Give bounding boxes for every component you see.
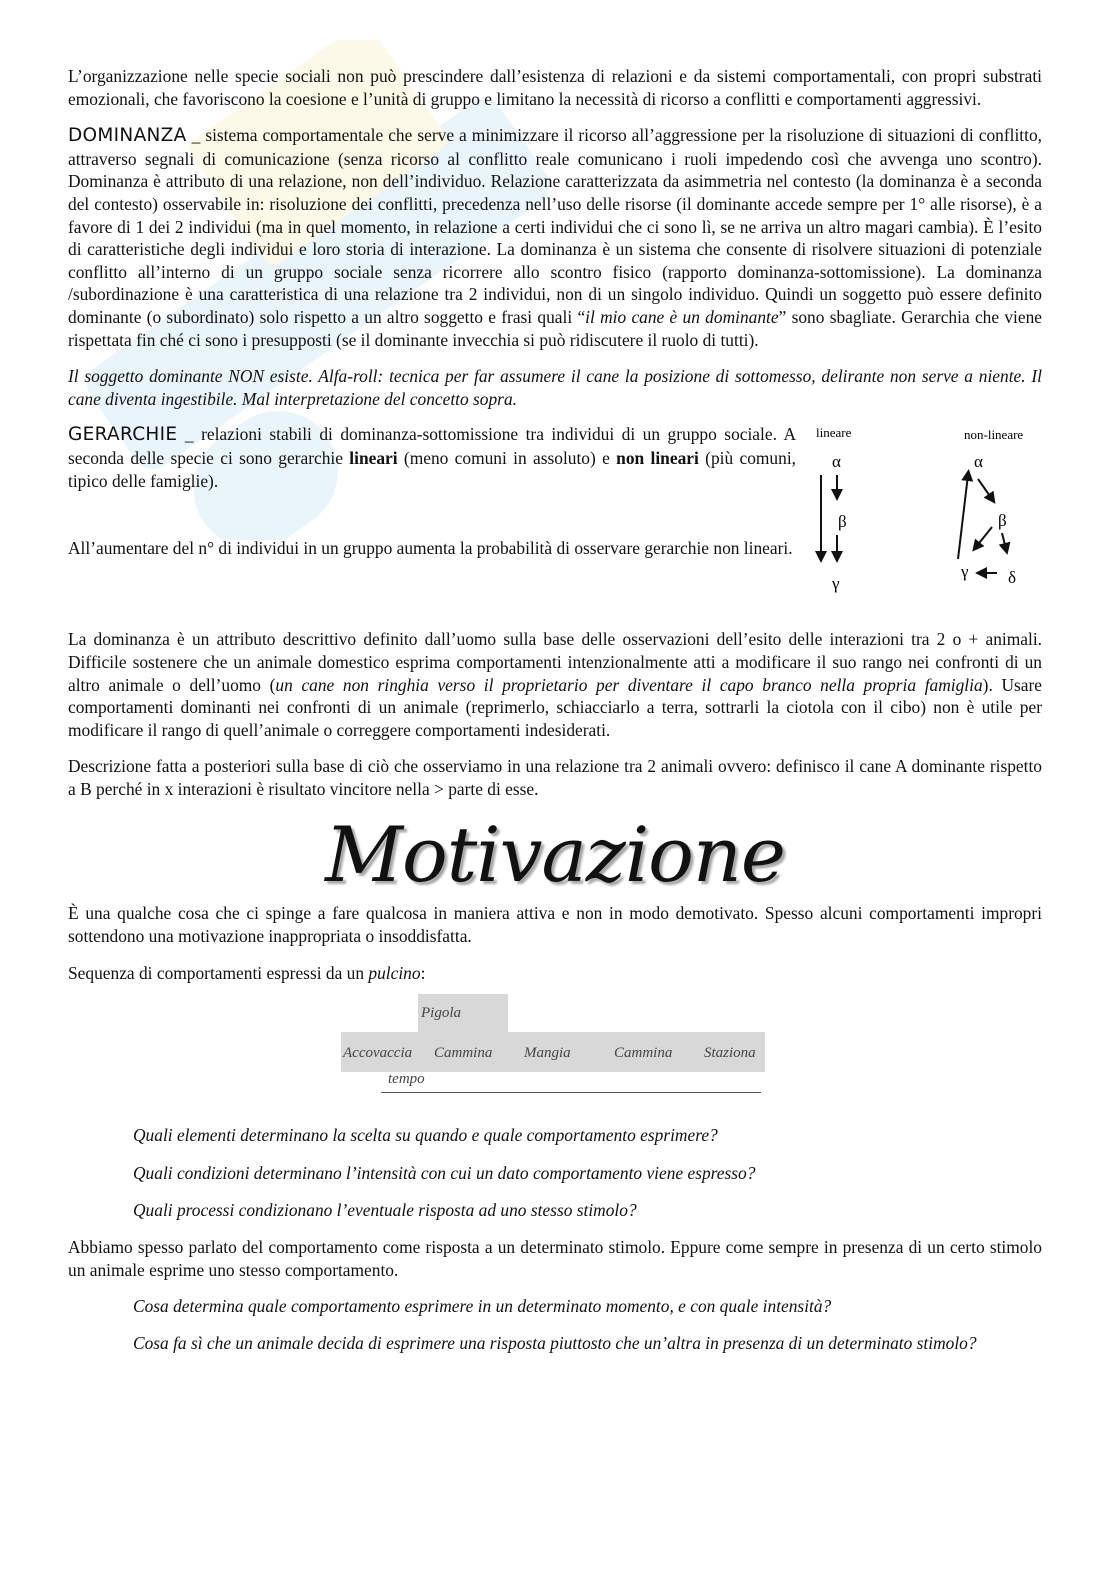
question: Quali processi condizionano l’eventuale risposta ad uno stesso stimolo?: [133, 1200, 637, 1221]
gerarchie-text: [68, 423, 796, 559]
nonlinear-delta: δ: [1008, 568, 1017, 588]
descrizione-paragraph: Descrizione fatta a posteriori sulla base di ciò che osserviamo in una relazione tra 2 animali ovvero: definisco il cane A dominante rispetto a B perché in x interazioni è risultato vincitore nella > parte di esse.: [68, 756, 1042, 799]
gerarchie-paragraph-2: All’aumentare del n° di individui in un gruppo aumenta la probabilità di osservare gerarchie non lineari.: [68, 538, 793, 559]
sequence-item: Cammina: [614, 1045, 673, 1062]
nonlinear-arrow-bd: [1002, 533, 1006, 549]
sequence-item: Mangia: [524, 1045, 571, 1062]
hierarchy-diagram: [808, 423, 1048, 603]
nonlinear-arrow-bg: [976, 527, 992, 547]
nonlinear-beta: β: [998, 511, 1007, 531]
nonlinear-gamma: γ: [961, 562, 969, 582]
gerarchie-heading: GERARCHIE: [68, 424, 178, 446]
dominanza-quote: il mio cane è un dominante: [585, 306, 779, 327]
question: Cosa determina quale comportamento esprimere in un determinato momento, e con quale intensità?: [133, 1296, 832, 1317]
sequence-top-label: Pigola: [421, 1005, 461, 1022]
motivazione-paragraph: È una qualche cosa che ci spinge a fare qualcosa in maniera attiva e non in modo demotivato. Spesso alcuni comportamenti impropri sottendono una motivazione inappropriata o insoddisfatta.: [68, 903, 1042, 947]
dominanza-note: Il soggetto dominante NON esiste. Alfa-roll: tecnica per far assumere il cane la posizione di sottomesso, delirante non serve a niente. Il cane diventa ingestibile. Mal interpretazione del concetto sopra.: [68, 366, 1042, 409]
nonlinear-arrow-ab: [978, 479, 992, 499]
dominanza-attribute-paragraph: La dominanza è un attributo descrittivo definito dall’uomo sulla base delle osservazioni dell’esito delle interazioni tra 2 o + animali. Difficile sostenere che un animale domestico esprima comportamenti intenzionalmente atti a modificare il suo rango nei confronti di un altro animale o dell’uomo (un cane non ringhia verso il proprietario per diventare il capo branco nella propria famiglia). Usare comportamenti dominanti nei confronti di un animale (reprimerlo, schiacciarlo a terra, sottrarli la ciotola con il cibo) non è utile per modificare il rango di quell’animale o correggere comportamenti indesiderati.: [68, 629, 1042, 740]
question: Cosa fa sì che un animale decida di esprimere una risposta piuttosto che un’altra in presenza di un determinato stimolo?: [133, 1332, 977, 1353]
sequence-item: Cammina: [434, 1045, 493, 1062]
nonlinear-label: non-lineare: [964, 427, 1024, 443]
linear-beta: β: [838, 512, 847, 532]
gerarchie-paragraph: GERARCHIE _ relazioni stabili di dominanza-sottomissione tra individui di un gruppo sociale. A seconda delle specie ci sono gerarchie lineari (meno comuni in assoluto) e non lineari (più comuni, tipico delle famiglie).: [68, 424, 797, 491]
sequence-axis-label: tempo: [388, 1071, 425, 1088]
document-page: [68, 65, 1042, 1354]
gerarchie-section: [68, 423, 1042, 628]
nonlinear-arrow-ga: [958, 475, 968, 559]
nonlinear-alpha: α: [974, 452, 983, 472]
dominanza-paragraph: DOMINANZA _ sistema comportamentale che serve a minimizzare il ricorso all’aggressione per la risoluzione di situazioni di conflitto, attraverso segnali di comunicazione (senza ricorso al conflitto reale comunicano i ruoli impedendo così che avvenga uno scontro). Dominanza è attributo di una relazione, non dell’individuo. Relazione caratterizzata da asimmetria nel contesto (la dominanza è a seconda del contesto) osservabile in: risoluzione dei conflitti, precedenza nell’uso delle risorse (il dominante accede sempre per 1° alle risorse), è a favore di 1 dei 2 individui (ma in quel momento, in relazione a certi individui che ci sono lì, se ne arriva un altro magari cambia). È l’esito di caratteristiche degli individui e loro storia di interazione. La dominanza è un sistema che consente di risolvere situazioni di potenziale conflitto all’interno di un gruppo sociale senza ricorrere allo scontro fisico (rapporto dominanza-sottomissione). La dominanza /subordinazione è una caratteristica di una relazione tra 2 individui, non di un singolo individuo. Quindi un soggetto può essere definito dominante (o subordinato) solo rispetto a un altro soggetto e frasi quali “il mio cane è un dominante” sono sbagliate. Gerarchia che viene rispettata fin ché ci sono i presupposti (se il dominante invecchia si può ridiscutere il ruolo di tutti).: [68, 125, 1043, 350]
question: Quali elementi determinano la scelta su quando e quale comportamento esprimere?: [133, 1125, 718, 1146]
sequence-item: Accovaccia: [343, 1045, 413, 1062]
sequence-item: Staziona: [704, 1045, 756, 1062]
linear-gamma: γ: [832, 574, 840, 594]
behavior-sequence-figure: [341, 994, 771, 1112]
motivazione-title: Motivazione: [325, 810, 785, 900]
intro-paragraph: L’organizzazione nelle specie sociali non può prescindere dall’esistenza di relazioni e da sistemi comportamentali, con propri substrati emozionali, che favoriscono la coesione e l’unità di gruppo e limitano la necessità di ricorso a conflitti e comportamenti aggressivi.: [68, 66, 1042, 109]
dominanza-heading: DOMINANZA: [68, 125, 187, 147]
linear-label: lineare: [816, 425, 852, 441]
linear-alpha: α: [832, 452, 841, 472]
sequence-intro: Sequenza di comportamenti espressi da un pulcino:: [68, 962, 426, 983]
stimolo-paragraph: Abbiamo spesso parlato del comportamento come risposta a un determinato stimolo. Eppure come sempre in presenza di un certo stimolo un animale esprime uno stesso comportamento.: [68, 1237, 1042, 1280]
question: Quali condizioni determinano l’intensità con cui un dato comportamento viene espresso?: [133, 1162, 756, 1183]
sequence-time-axis: [381, 1092, 761, 1093]
